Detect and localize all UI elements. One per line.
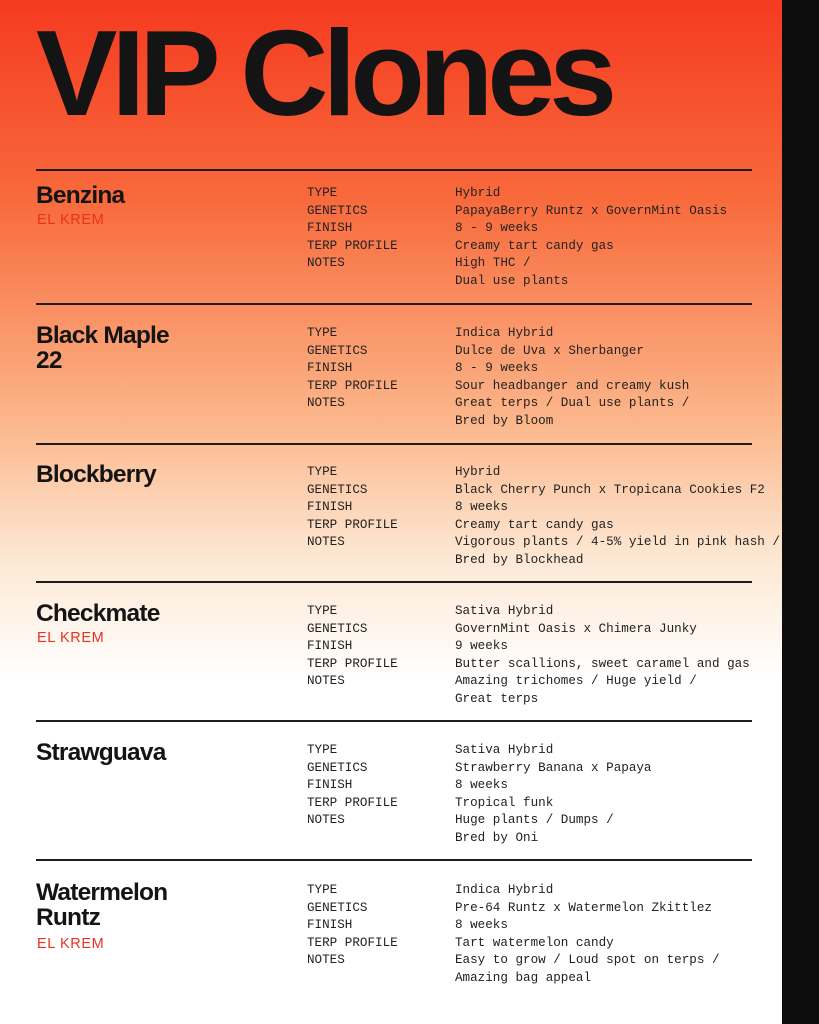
type-value: Hybrid	[455, 465, 501, 479]
finish-label: FINISH	[307, 918, 353, 932]
field-values	[455, 325, 785, 430]
type-value: Sativa Hybrid	[455, 743, 554, 757]
strain-entry-blockberry	[0, 462, 782, 592]
field-labels	[307, 742, 447, 830]
field-values	[455, 742, 785, 847]
strain-entry-benzina	[0, 183, 782, 313]
strain-entry-black-maple-22	[0, 323, 782, 453]
genetics-value: Pre-64 Runtz x Watermelon Zkittlez	[455, 900, 712, 915]
finish-label: FINISH	[307, 778, 353, 792]
type-value: Indica Hybrid	[455, 326, 554, 340]
genetics-label: GENETICS	[307, 900, 368, 915]
notes-value-cont: Dual use plants	[455, 273, 569, 288]
notes-label: NOTES	[307, 813, 345, 827]
type-value: Indica Hybrid	[455, 883, 554, 897]
breeder-label: EL KREM	[37, 212, 105, 228]
strain-entry-watermelon-runtz	[0, 880, 782, 1010]
type-label: TYPE	[307, 883, 338, 897]
notes-value-cont: Great terps	[455, 691, 539, 706]
terp-label: TERP PROFILE	[307, 656, 398, 671]
genetics-value: GovernMint Oasis x Chimera Junky	[455, 621, 697, 636]
terp-label: TERP PROFILE	[307, 238, 398, 253]
strain-entry-strawguava	[0, 740, 782, 870]
terp-label: TERP PROFILE	[307, 795, 398, 810]
genetics-label: GENETICS	[307, 203, 368, 218]
field-labels	[307, 185, 447, 273]
terp-value: Creamy tart candy gas	[455, 238, 614, 253]
finish-value: 8 weeks	[455, 500, 508, 514]
field-values	[455, 464, 785, 569]
strain-name: Watermelon Runtz	[36, 879, 168, 931]
strain-name: Strawguava	[36, 739, 166, 766]
terp-label: TERP PROFILE	[307, 935, 398, 950]
genetics-value: Strawberry Banana x Papaya	[455, 760, 652, 775]
genetics-value: Black Cherry Punch x Tropicana Cookies F2	[455, 482, 765, 497]
finish-label: FINISH	[307, 500, 353, 514]
breeder-label: EL KREM	[37, 936, 105, 952]
type-label: TYPE	[307, 326, 338, 340]
finish-label: FINISH	[307, 361, 353, 375]
strain-entry-checkmate	[0, 601, 782, 731]
divider	[36, 169, 752, 171]
genetics-label: GENETICS	[307, 621, 368, 636]
notes-value: Great terps / Dual use plants /	[455, 396, 690, 410]
field-labels	[307, 603, 447, 691]
notes-label: NOTES	[307, 256, 345, 270]
terp-value: Tart watermelon candy	[455, 935, 614, 950]
breeder-label: EL KREM	[37, 630, 105, 646]
terp-label: TERP PROFILE	[307, 517, 398, 532]
type-label: TYPE	[307, 604, 338, 618]
notes-label: NOTES	[307, 953, 345, 967]
notes-value: High THC /	[455, 256, 531, 270]
type-value: Hybrid	[455, 186, 501, 200]
strain-name: Black Maple 22	[36, 322, 169, 374]
field-labels	[307, 464, 447, 552]
dark-edge-border	[782, 0, 819, 1024]
field-values	[455, 882, 785, 987]
terp-value: Butter scallions, sweet caramel and gas	[455, 656, 750, 671]
terp-value: Sour headbanger and creamy kush	[455, 378, 690, 393]
notes-value: Vigorous plants / 4-5% yield in pink hash /	[455, 535, 780, 549]
genetics-value: Dulce de Uva x Sherbanger	[455, 343, 644, 358]
genetics-label: GENETICS	[307, 482, 368, 497]
field-labels	[307, 882, 447, 970]
finish-value: 8 weeks	[455, 918, 508, 932]
notes-label: NOTES	[307, 674, 345, 688]
finish-label: FINISH	[307, 221, 353, 235]
strain-name: Checkmate	[36, 600, 160, 627]
type-label: TYPE	[307, 743, 338, 757]
type-value: Sativa Hybrid	[455, 604, 554, 618]
notes-value-cont: Amazing bag appeal	[455, 970, 592, 985]
strain-name: Blockberry	[36, 461, 157, 488]
notes-value: Amazing trichomes / Huge yield /	[455, 674, 697, 688]
page-title: VIP Clones	[36, 5, 612, 141]
finish-value: 8 - 9 weeks	[455, 361, 539, 375]
field-values	[455, 603, 785, 708]
finish-label: FINISH	[307, 639, 353, 653]
finish-value: 8 weeks	[455, 778, 508, 792]
type-label: TYPE	[307, 465, 338, 479]
notes-value-cont: Bred by Bloom	[455, 413, 554, 428]
field-labels	[307, 325, 447, 413]
type-label: TYPE	[307, 186, 338, 200]
genetics-label: GENETICS	[307, 343, 368, 358]
genetics-label: GENETICS	[307, 760, 368, 775]
notes-value: Huge plants / Dumps /	[455, 813, 614, 827]
genetics-value: PapayaBerry Runtz x GovernMint Oasis	[455, 203, 728, 218]
terp-label: TERP PROFILE	[307, 378, 398, 393]
notes-value-cont: Bred by Blockhead	[455, 552, 584, 567]
finish-value: 9 weeks	[455, 639, 508, 653]
strain-name: Benzina	[36, 182, 125, 209]
terp-value: Tropical funk	[455, 795, 554, 810]
notes-label: NOTES	[307, 535, 345, 549]
notes-value-cont: Bred by Oni	[455, 830, 539, 845]
terp-value: Creamy tart candy gas	[455, 517, 614, 532]
notes-label: NOTES	[307, 396, 345, 410]
field-values	[455, 185, 785, 290]
notes-value: Easy to grow / Loud spot on terps /	[455, 953, 720, 967]
finish-value: 8 - 9 weeks	[455, 221, 539, 235]
